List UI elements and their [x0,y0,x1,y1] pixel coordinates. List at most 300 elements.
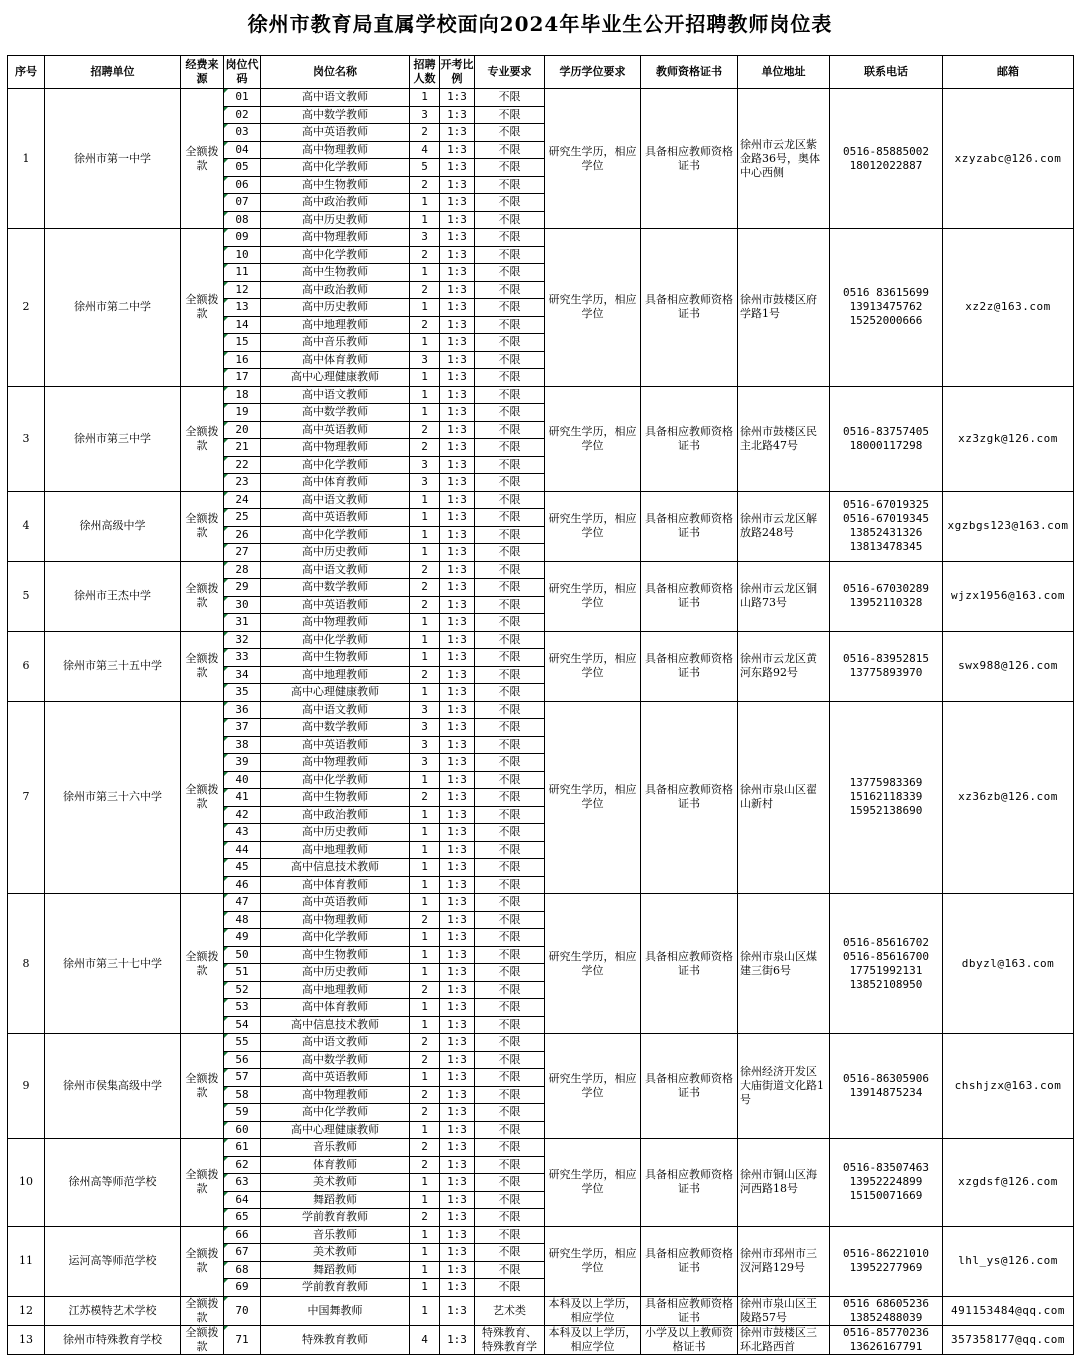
contact-phone: 0516 68605236 13852488039 [830,1296,943,1325]
major-requirement: 不限 [475,789,545,807]
post-name: 高中数学教师 [261,106,410,124]
post-code: 33 [224,649,261,667]
hire-count: 1 [410,299,440,317]
post-name: 高中数学教师 [261,1051,410,1069]
post-name: 高中地理教师 [261,841,410,859]
fund-source: 全额拨款 [181,1139,224,1227]
post-code: 03 [224,124,261,142]
hire-count: 1 [410,614,440,632]
post-code: 02 [224,106,261,124]
teacher-certificate: 具备相应教师资格证书 [641,894,738,1034]
major-requirement: 不限 [475,544,545,562]
teacher-certificate: 具备相应教师资格证书 [641,89,738,229]
post-name: 高中地理教师 [261,981,410,999]
post-code: 52 [224,981,261,999]
post-name: 高中历史教师 [261,964,410,982]
post-code: 35 [224,684,261,702]
post-name: 高中语文教师 [261,701,410,719]
post-name: 高中英语教师 [261,596,410,614]
major-requirement: 不限 [475,141,545,159]
table-row [8,491,1074,509]
exam-ratio: 1:3 [440,929,475,947]
post-name: 高中化学教师 [261,631,410,649]
school-address: 徐州市邳州市三汊河路129号 [738,1226,830,1296]
major-requirement: 不限 [475,456,545,474]
post-name: 音乐教师 [261,1226,410,1244]
row-index: 3 [8,386,45,491]
hire-count: 1 [410,386,440,404]
post-code: 71 [224,1325,261,1354]
school-address: 徐州市云龙区黄河东路92号 [738,631,830,701]
post-code: 19 [224,404,261,422]
major-requirement: 不限 [475,596,545,614]
exam-ratio: 1:3 [440,1296,475,1325]
hire-count: 1 [410,1261,440,1279]
exam-ratio: 1:3 [440,1121,475,1139]
post-code: 28 [224,561,261,579]
hire-count: 1 [410,841,440,859]
contact-phone: 0516 83615699 13913475762 15252000666 [830,229,943,387]
post-name: 高中数学教师 [261,719,410,737]
hire-count: 1 [410,491,440,509]
post-name: 高中化学教师 [261,456,410,474]
major-requirement: 不限 [475,771,545,789]
hire-count: 1 [410,509,440,527]
post-name: 体育教师 [261,1156,410,1174]
exam-ratio: 1:3 [440,106,475,124]
hire-count: 2 [410,981,440,999]
exam-ratio: 1:3 [440,264,475,282]
post-name: 高中语文教师 [261,491,410,509]
table-row [8,89,1074,107]
post-code: 15 [224,334,261,352]
contact-phone: 0516-83952815 13775893970 [830,631,943,701]
post-name: 高中体育教师 [261,999,410,1017]
exam-ratio: 1:3 [440,1261,475,1279]
post-name: 高中数学教师 [261,579,410,597]
row-index: 1 [8,89,45,229]
row-index: 6 [8,631,45,701]
major-requirement: 不限 [475,386,545,404]
post-name: 高中政治教师 [261,806,410,824]
hire-count: 1 [410,1121,440,1139]
school-name: 徐州高等师范学校 [45,1139,181,1227]
education-requirement: 研究生学历，相应学位 [545,701,641,894]
exam-ratio: 1:3 [440,806,475,824]
hire-count: 5 [410,159,440,177]
post-name: 高中语文教师 [261,89,410,107]
post-name: 高中数学教师 [261,404,410,422]
contact-phone: 0516-86305906 13914875234 [830,1034,943,1139]
exam-ratio: 1:3 [440,964,475,982]
hire-count: 1 [410,1069,440,1087]
header-fund: 经费来源 [181,56,224,89]
header-phone: 联系电话 [830,56,943,89]
major-requirement: 不限 [475,194,545,212]
major-requirement: 不限 [475,666,545,684]
table-row [8,1139,1074,1157]
post-name: 高中语文教师 [261,1034,410,1052]
row-index: 4 [8,491,45,561]
hire-count: 2 [410,1156,440,1174]
header-addr: 单位地址 [738,56,830,89]
post-code: 46 [224,876,261,894]
major-requirement: 不限 [475,614,545,632]
post-code: 45 [224,859,261,877]
post-code: 63 [224,1174,261,1192]
education-requirement: 研究生学历，相应学位 [545,561,641,631]
exam-ratio: 1:3 [440,911,475,929]
major-requirement: 不限 [475,211,545,229]
contact-phone: 0516-86221010 13952277969 [830,1226,943,1296]
major-requirement: 不限 [475,964,545,982]
education-requirement: 研究生学历，相应学位 [545,1226,641,1296]
exam-ratio: 1:3 [440,736,475,754]
teacher-certificate: 具备相应教师资格证书 [641,631,738,701]
fund-source: 全额拨款 [181,631,224,701]
post-name: 特殊教育教师 [261,1325,410,1354]
post-code: 49 [224,929,261,947]
table-row [8,1296,1074,1325]
major-requirement: 不限 [475,894,545,912]
row-index: 2 [8,229,45,387]
contact-email: wjzx1956@163.com [943,561,1074,631]
post-code: 14 [224,316,261,334]
hire-count: 2 [410,1209,440,1227]
fund-source: 全额拨款 [181,561,224,631]
hire-count: 1 [410,824,440,842]
fund-source: 全额拨款 [181,89,224,229]
major-requirement: 不限 [475,1086,545,1104]
hire-count: 2 [410,596,440,614]
post-name: 高中化学教师 [261,246,410,264]
hire-count: 1 [410,334,440,352]
post-name: 美术教师 [261,1174,410,1192]
hire-count: 2 [410,176,440,194]
post-code: 51 [224,964,261,982]
education-requirement: 研究生学历，相应学位 [545,894,641,1034]
header-idx: 序号 [8,56,45,89]
major-requirement: 不限 [475,229,545,247]
hire-count: 1 [410,544,440,562]
post-name: 高中物理教师 [261,754,410,772]
hire-count: 2 [410,911,440,929]
exam-ratio: 1:3 [440,89,475,107]
post-name: 学前教育教师 [261,1279,410,1297]
major-requirement: 不限 [475,981,545,999]
exam-ratio: 1:3 [440,876,475,894]
hire-count: 2 [410,1034,440,1052]
major-requirement: 不限 [475,421,545,439]
contact-email: lhl_ys@126.com [943,1226,1074,1296]
major-requirement: 不限 [475,999,545,1017]
table-row [8,701,1074,719]
contact-phone: 0516-85616702 0516-85616700 17751992131 13852108950 [830,894,943,1034]
major-requirement: 不限 [475,1034,545,1052]
post-name: 高中化学教师 [261,929,410,947]
post-code: 68 [224,1261,261,1279]
post-code: 25 [224,509,261,527]
table-row [8,1226,1074,1244]
post-name: 舞蹈教师 [261,1261,410,1279]
header-num: 招聘人数 [410,56,440,89]
major-requirement: 不限 [475,736,545,754]
education-requirement: 本科及以上学历，相应学位 [545,1296,641,1325]
post-name: 高中心理健康教师 [261,684,410,702]
post-code: 16 [224,351,261,369]
fund-source: 全额拨款 [181,386,224,491]
post-code: 31 [224,614,261,632]
contact-phone: 0516-67030289 13952110328 [830,561,943,631]
teacher-certificate: 具备相应教师资格证书 [641,491,738,561]
hire-count: 1 [410,929,440,947]
hire-count: 2 [410,1051,440,1069]
post-code: 69 [224,1279,261,1297]
school-name: 徐州市特殊教育学校 [45,1325,181,1354]
education-requirement: 研究生学历，相应学位 [545,89,641,229]
major-requirement: 不限 [475,1016,545,1034]
table-row [8,561,1074,579]
contact-email: 357358177@qq.com [943,1325,1074,1354]
school-address: 徐州市泉山区王陵路57号 [738,1296,830,1325]
post-name: 高中化学教师 [261,159,410,177]
post-name: 高中体育教师 [261,351,410,369]
header-row [8,56,1074,89]
exam-ratio: 1:3 [440,526,475,544]
exam-ratio: 1:3 [440,1156,475,1174]
post-name: 高中物理教师 [261,1086,410,1104]
hire-count: 2 [410,246,440,264]
school-name: 徐州市侯集高级中学 [45,1034,181,1139]
hire-count: 2 [410,1104,440,1122]
hire-count: 3 [410,701,440,719]
header-edu: 学历学位要求 [545,56,641,89]
post-code: 05 [224,159,261,177]
major-requirement: 不限 [475,824,545,842]
major-requirement: 不限 [475,876,545,894]
post-name: 高中音乐教师 [261,334,410,352]
post-code: 44 [224,841,261,859]
row-index: 12 [8,1296,45,1325]
exam-ratio: 1:3 [440,229,475,247]
table-row [8,894,1074,912]
exam-ratio: 1:3 [440,1051,475,1069]
exam-ratio: 1:3 [440,771,475,789]
hire-count: 1 [410,1279,440,1297]
fund-source: 全额拨款 [181,491,224,561]
hire-count: 2 [410,561,440,579]
row-index: 9 [8,1034,45,1139]
exam-ratio: 1:3 [440,351,475,369]
post-code: 07 [224,194,261,212]
exam-ratio: 1:3 [440,894,475,912]
post-name: 高中政治教师 [261,194,410,212]
post-name: 高中英语教师 [261,736,410,754]
contact-phone: 0516-83507463 13952224899 15150071669 [830,1139,943,1227]
contact-email: chshjzx@163.com [943,1034,1074,1139]
post-name: 高中地理教师 [261,666,410,684]
page-title: 徐州市教育局直属学校面向2024年毕业生公开招聘教师岗位表 [247,12,833,36]
school-address: 徐州市鼓楼区民主北路47号 [738,386,830,491]
contact-email: xz3zgk@126.com [943,386,1074,491]
exam-ratio: 1:3 [440,841,475,859]
post-code: 24 [224,491,261,509]
post-code: 37 [224,719,261,737]
hire-count: 3 [410,754,440,772]
row-index: 8 [8,894,45,1034]
exam-ratio: 1:3 [440,544,475,562]
hire-count: 1 [410,369,440,387]
school-address: 徐州市铜山区海河西路18号 [738,1139,830,1227]
major-requirement: 不限 [475,404,545,422]
hire-count: 3 [410,456,440,474]
exam-ratio: 1:3 [440,124,475,142]
post-code: 57 [224,1069,261,1087]
exam-ratio: 1:3 [440,1174,475,1192]
contact-email: xzgdsf@126.com [943,1139,1074,1227]
major-requirement: 不限 [475,526,545,544]
post-code: 66 [224,1226,261,1244]
exam-ratio: 1:3 [440,1226,475,1244]
hire-count: 2 [410,421,440,439]
post-name: 高中地理教师 [261,316,410,334]
header-ratio: 开考比例 [440,56,475,89]
post-name: 高中生物教师 [261,789,410,807]
contact-phone: 0516-83757405 18000117298 [830,386,943,491]
hire-count: 3 [410,106,440,124]
hire-count: 1 [410,964,440,982]
row-index: 11 [8,1226,45,1296]
major-requirement: 不限 [475,124,545,142]
hire-count: 4 [410,141,440,159]
hire-count: 1 [410,946,440,964]
post-code: 39 [224,754,261,772]
post-code: 13 [224,299,261,317]
school-name: 运河高等师范学校 [45,1226,181,1296]
post-code: 20 [224,421,261,439]
post-name: 高中信息技术教师 [261,1016,410,1034]
major-requirement: 不限 [475,176,545,194]
school-address: 徐州市云龙区解放路248号 [738,491,830,561]
header-code: 岗位代码 [224,56,261,89]
hire-count: 1 [410,631,440,649]
education-requirement: 研究生学历，相应学位 [545,1139,641,1227]
fund-source: 全额拨款 [181,1034,224,1139]
major-requirement: 不限 [475,1191,545,1209]
post-code: 04 [224,141,261,159]
education-requirement: 研究生学历，相应学位 [545,631,641,701]
contact-phone: 0516-67019325 0516-67019345 13852431326 13813478345 [830,491,943,561]
contact-email: dbyzl@163.com [943,894,1074,1034]
post-code: 36 [224,701,261,719]
school-address: 徐州市鼓楼区三环北路西首 [738,1325,830,1354]
hire-count: 1 [410,649,440,667]
exam-ratio: 1:3 [440,1325,475,1354]
major-requirement: 不限 [475,106,545,124]
teacher-certificate: 具备相应教师资格证书 [641,1226,738,1296]
school-name: 徐州市第二中学 [45,229,181,387]
post-code: 61 [224,1139,261,1157]
hire-count: 1 [410,194,440,212]
post-code: 12 [224,281,261,299]
post-name: 高中历史教师 [261,544,410,562]
post-code: 30 [224,596,261,614]
contact-email: swx988@126.com [943,631,1074,701]
major-requirement: 不限 [475,246,545,264]
row-index: 13 [8,1325,45,1354]
major-requirement: 不限 [475,159,545,177]
hire-count: 1 [410,1226,440,1244]
post-name: 高中生物教师 [261,649,410,667]
hire-count: 3 [410,719,440,737]
hire-count: 2 [410,439,440,457]
exam-ratio: 1:3 [440,211,475,229]
school-name: 徐州市第一中学 [45,89,181,229]
post-name: 高中化学教师 [261,1104,410,1122]
post-code: 43 [224,824,261,842]
exam-ratio: 1:3 [440,859,475,877]
post-code: 26 [224,526,261,544]
post-code: 01 [224,89,261,107]
exam-ratio: 1:3 [440,1139,475,1157]
exam-ratio: 1:3 [440,386,475,404]
post-code: 55 [224,1034,261,1052]
exam-ratio: 1:3 [440,1086,475,1104]
school-name: 江苏模特艺术学校 [45,1296,181,1325]
major-requirement: 不限 [475,911,545,929]
contact-email: 491153484@qq.com [943,1296,1074,1325]
exam-ratio: 1:3 [440,421,475,439]
table-row [8,631,1074,649]
school-name: 徐州市第三十六中学 [45,701,181,894]
post-code: 18 [224,386,261,404]
hire-count: 1 [410,876,440,894]
hire-count: 1 [410,526,440,544]
post-name: 高中信息技术教师 [261,859,410,877]
exam-ratio: 1:3 [440,946,475,964]
exam-ratio: 1:3 [440,1069,475,1087]
exam-ratio: 1:3 [440,561,475,579]
major-requirement: 艺术类 [475,1296,545,1325]
post-name: 高中英语教师 [261,509,410,527]
header-unit: 招聘单位 [45,56,181,89]
exam-ratio: 1:3 [440,824,475,842]
major-requirement: 不限 [475,579,545,597]
exam-ratio: 1:3 [440,999,475,1017]
teacher-certificate: 具备相应教师资格证书 [641,561,738,631]
exam-ratio: 1:3 [440,631,475,649]
post-name: 高中心理健康教师 [261,1121,410,1139]
contact-email: xzyzabc@126.com [943,89,1074,229]
fund-source: 全额拨款 [181,1296,224,1325]
hire-count: 2 [410,281,440,299]
major-requirement: 不限 [475,264,545,282]
post-code: 06 [224,176,261,194]
contact-phone: 13775983369 15162118339 15952138690 [830,701,943,894]
contact-email: xgzbgs123@163.com [943,491,1074,561]
exam-ratio: 1:3 [440,159,475,177]
major-requirement: 不限 [475,561,545,579]
exam-ratio: 1:3 [440,1104,475,1122]
hire-count: 1 [410,859,440,877]
major-requirement: 不限 [475,1226,545,1244]
fund-source: 全额拨款 [181,229,224,387]
header-email: 邮箱 [943,56,1074,89]
exam-ratio: 1:3 [440,789,475,807]
exam-ratio: 1:3 [440,1191,475,1209]
post-code: 67 [224,1244,261,1262]
major-requirement: 不限 [475,754,545,772]
